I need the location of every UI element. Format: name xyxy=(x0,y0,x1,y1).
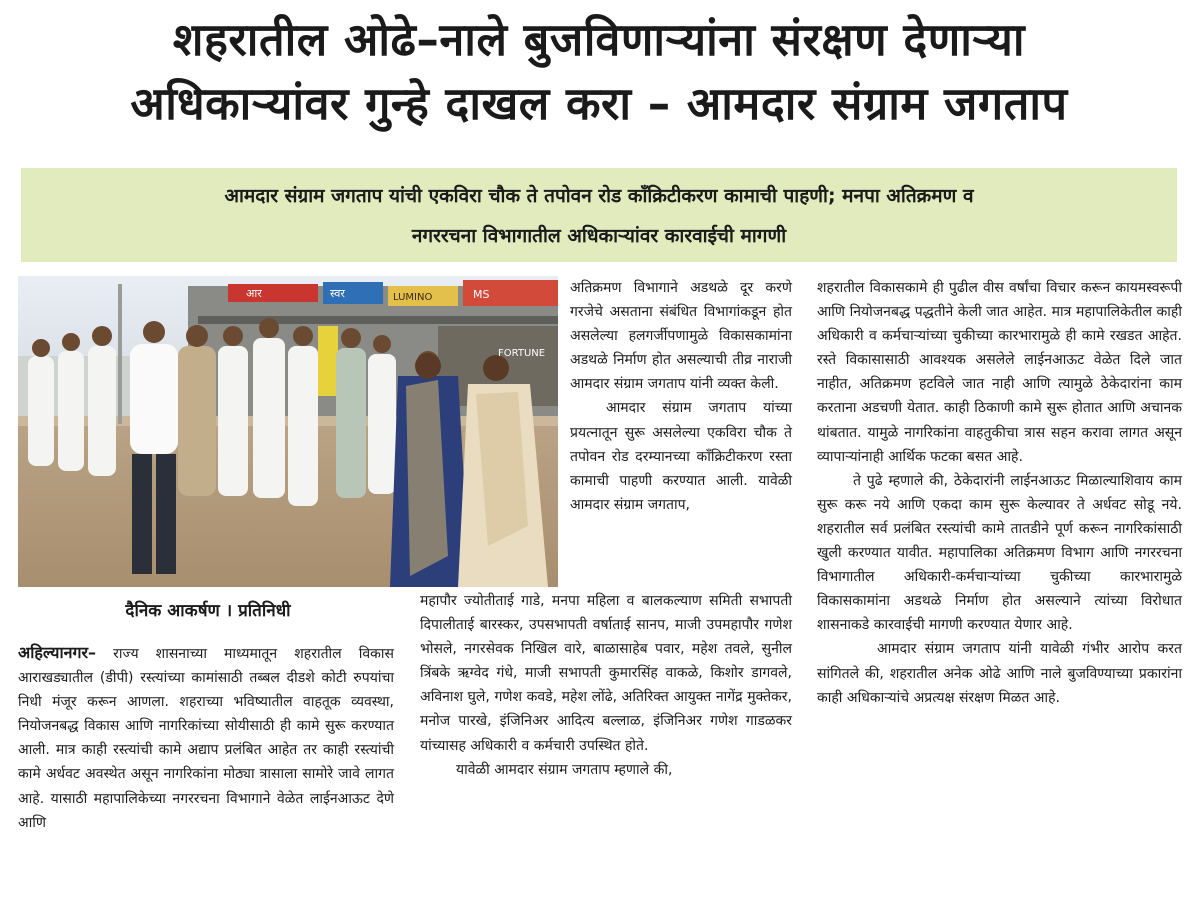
article-paragraph: शहरातील विकासकामे ही पुढील वीस वर्षांचा विचार करून कायमस्वरूपी आणि नियोजनबद्ध पद्धतीने केली जात आहेत. मात्र महापालिकेतील काही अधिकारी व कर्मचाऱ्यांच्या चुकीच्या कारभारामुळे ही कामे रखडत आहेत. रस्ते विकासासाठी आवश्यक असलेले लाईनआऊट वेळेत दिले जात नाहीत, अतिक्रमण हटविले जात नाही आणि त्यामुळे ठेकेदारांना काम करताना अडचणी येतात. काही ठिकाणी कामे सुरू होतात आणि अचानक थांबतात. यामुळे नागरिकांना वाहतुकीचा त्रास सहन करावा लागत असून व्यापाऱ्यांनाही आर्थिक फटका बसत आहे. xyxy=(817,280,1182,465)
article-column-3 xyxy=(817,276,1182,710)
byline: दैनिक आकर्षण । प्रतिनिधी xyxy=(125,601,291,621)
subheadline-line-2: नगररचना विभागातील अधिकाऱ्यांवर कारवाईची मागणी xyxy=(411,225,787,247)
headline-line-1: शहरातील ओढे–नाले बुजविणाऱ्यांना संरक्षण देणाऱ्या xyxy=(172,13,1026,66)
news-photo xyxy=(18,276,558,587)
article-column-2-bottom xyxy=(420,589,792,782)
headline xyxy=(0,8,1198,136)
article-paragraph: ते पुढे म्हणाले की, ठेकेदारांनी लाईनआऊट मिळाल्याशिवाय काम सुरू करू नये आणि एकदा काम सुरू केल्यावर ते अर्धवट सोडू नये. शहरातील सर्व प्रलंबित रस्त्यांची कामे तातडीने पूर्ण करून नागरिकांसाठी खुली करण्यात यावीत. महापालिका अतिक्रमण विभाग आणि नगररचना विभागातील अधिकारी-कर्मचाऱ्यांच्या चुकीच्या कारभारामुळे विकासकामांना अडथळे निर्माण होत असल्याने त्यांच्या विरोधात शासनाकडे कारवाईची मागणी करण्यात येणार आहे. xyxy=(817,472,1182,634)
dateline: अहिल्यानगर– xyxy=(18,643,97,662)
article-paragraph xyxy=(18,641,394,835)
photo-sign-4: MS xyxy=(473,288,490,301)
headline-line-2: अधिकाऱ्यांवर गुन्हे दाखल करा – आमदार संग्राम जगताप xyxy=(130,77,1068,130)
photo-sign-3: LUMINO xyxy=(393,292,433,303)
subheadline-box xyxy=(21,168,1177,262)
photo-illustration xyxy=(18,276,558,587)
photo-sign-5: FORTUNE xyxy=(498,348,546,359)
article-paragraph: महापौर ज्योतीताई गाडे, मनपा महिला व बालकल्याण समिती सभापती दिपालीताई बारस्कर, उपसभापती वर्षाताई सानप, माजी उपमहापौर गणेश भोसले, नगरसेवक निखिल वारे, बाळासाहेब पवार, महेश तवले, सुनील त्रिंबके ऋग्वेद गंधे, माजी सभापती कुमारसिंह वाकळे, किशोर डागवले, अविनाश घुले, गणेश कवडे, महेश लोंढे, अतिरिक्त आयुक्त नागेंद्र मुक्तेकर, मनोज पारखे, इंजिनिअर आदित्य बल्लाळ, इंजिनिअर गणेश गाडळकर यांच्यासह अधिकारी व कर्मचारी उपस्थित होते. xyxy=(420,593,792,754)
paragraph-text: राज्य शासनाच्या माध्यमातून शहरातील विकास आराखड्यातील (डीपी) रस्त्यांच्या कामांसाठी तब्बल दीडशे कोटी रुपयांचा निधी मंजूर करून आणला. शहराच्या भविष्यातील वाहतूक व्यवस्था, नियोजनबद्ध विकास आणि नागरिकांच्या सोयीसाठी ही कामे सुरू करण्यात आली. मात्र काही रस्त्यांची कामे अद्याप प्रलंबित आहेत तर काही रस्त्यांची कामे अर्धवट अवस्थेत असून नागरिकांना मोठ्या त्रासाला सामोरे जावे लागत आहे. यासाठी महापालिकेच्या नगररचना विभागाने वेळेत लाईनआऊट देणे आणि xyxy=(18,646,394,831)
subheadline-line-1: आमदार संग्राम जगताप यांची एकविरा चौक ते तपोवन रोड कॉंक्रिटीकरण कामाची पाहणी; मनपा अतिक्रमण व xyxy=(224,185,974,207)
photo-sign-2: स्वर xyxy=(330,287,345,300)
article-paragraph: यावेळी आमदार संग्राम जगताप म्हणाले की, xyxy=(456,761,673,778)
photo-sign-1: आर xyxy=(246,287,262,300)
article-paragraph: अतिक्रमण विभागाने अडथळे दूर करणे गरजेचे असताना संबंधित विभागांकडून होत असलेल्या हलगर्जीपणामुळे विकासकामांना अडथळे निर्माण होत असल्याची तीव्र नाराजी आमदार संग्राम जगताप यांनी व्यक्त केली. xyxy=(570,280,792,393)
article-column-1 xyxy=(18,641,394,835)
article-paragraph: आमदार संग्राम जगताप यांच्या प्रयत्नातून सुरू असलेल्या एकविरा चौक ते तपोवन रोड दरम्यानच्या कॉंक्रिटीकरण रस्ता कामाची पाहणी करण्यात आली. यावेळी आमदार संग्राम जगताप, xyxy=(570,400,792,513)
article-column-2-top xyxy=(570,276,792,517)
article-paragraph: आमदार संग्राम जगताप यांनी यावेळी गंभीर आरोप करत सांगितले की, शहरातील अनेक ओढे आणि नाले बुजविण्याच्या प्रकारांना काही अधिकाऱ्यांचे अप्रत्यक्ष संरक्षण मिळत आहे. xyxy=(817,641,1182,706)
